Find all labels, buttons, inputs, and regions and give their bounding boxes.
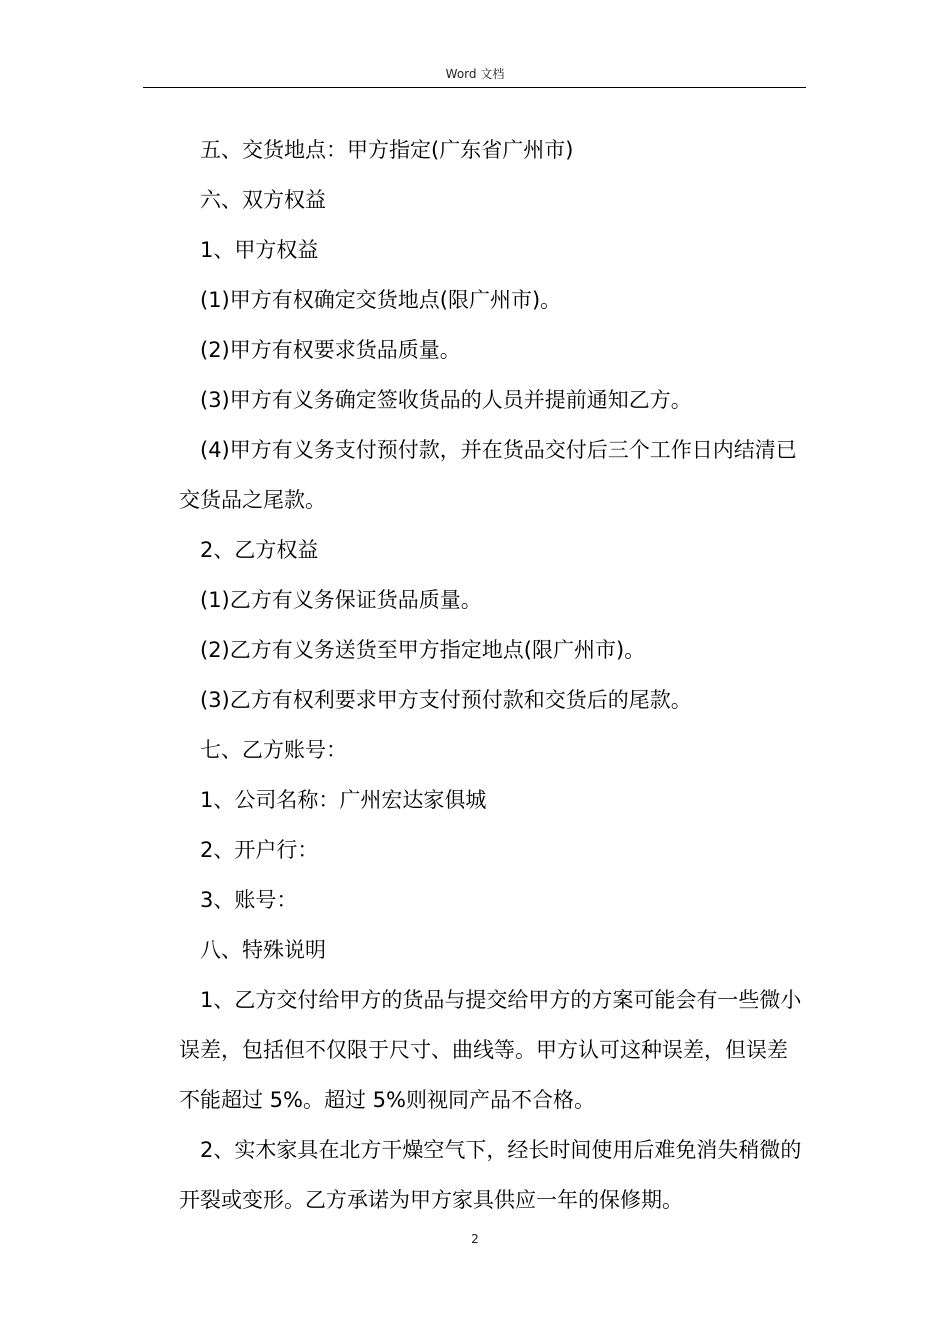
header-divider — [143, 87, 806, 88]
paragraph-special-1: 1、乙方交付给甲方的货品与提交给甲方的方案可能会有一些微小误差，包括但不仅限于尺寸、曲线等。甲方认可这种误差，但误差不能超过 5%。超过 5%则视同产品不合格。 — [179, 988, 802, 1112]
paragraph-a-right-2: (2)甲方有权要求货品质量。 — [200, 338, 461, 362]
document-body — [179, 125, 804, 1225]
paragraph-a-right-3: (3)甲方有义务确定签收货品的人员并提前通知乙方。 — [200, 388, 692, 412]
paragraph-delivery-location: 五、交货地点：甲方指定(广东省广州市) — [200, 138, 574, 162]
paragraph-a-right-4: (4)甲方有义务支付预付款，并在货品交付后三个工作日内结清已交货品之尾款。 — [179, 438, 797, 512]
paragraph-party-a-rights: 1、甲方权益 — [200, 238, 319, 262]
paragraph-company-name: 1、公司名称：广州宏达家俱城 — [200, 788, 487, 812]
paragraph-section-rights: 六、双方权益 — [200, 188, 326, 212]
paragraph-b-right-1: (1)乙方有义务保证货品质量。 — [200, 588, 482, 612]
paragraph-b-right-2: (2)乙方有义务送货至甲方指定地点(限广州市)。 — [200, 638, 646, 662]
paragraph-bank: 2、开户行： — [200, 838, 319, 862]
page-header: Word 文档 — [445, 67, 505, 81]
paragraph-special-2: 2、实木家具在北方干燥空气下，经长时间使用后难免消失稍微的开裂或变形。乙方承诺为甲方家具供应一年的保修期。 — [179, 1138, 802, 1212]
paragraph-account-number: 3、账号： — [200, 888, 298, 912]
paragraph-section-account: 七、乙方账号： — [200, 738, 347, 762]
paragraph-party-b-rights: 2、乙方权益 — [200, 538, 319, 562]
paragraph-b-right-3: (3)乙方有权利要求甲方支付预付款和交货后的尾款。 — [200, 688, 692, 712]
page-number: 2 — [471, 1232, 479, 1246]
paragraph-section-special: 八、特殊说明 — [200, 938, 326, 962]
paragraph-a-right-1: (1)甲方有权确定交货地点(限广州市)。 — [200, 288, 562, 312]
